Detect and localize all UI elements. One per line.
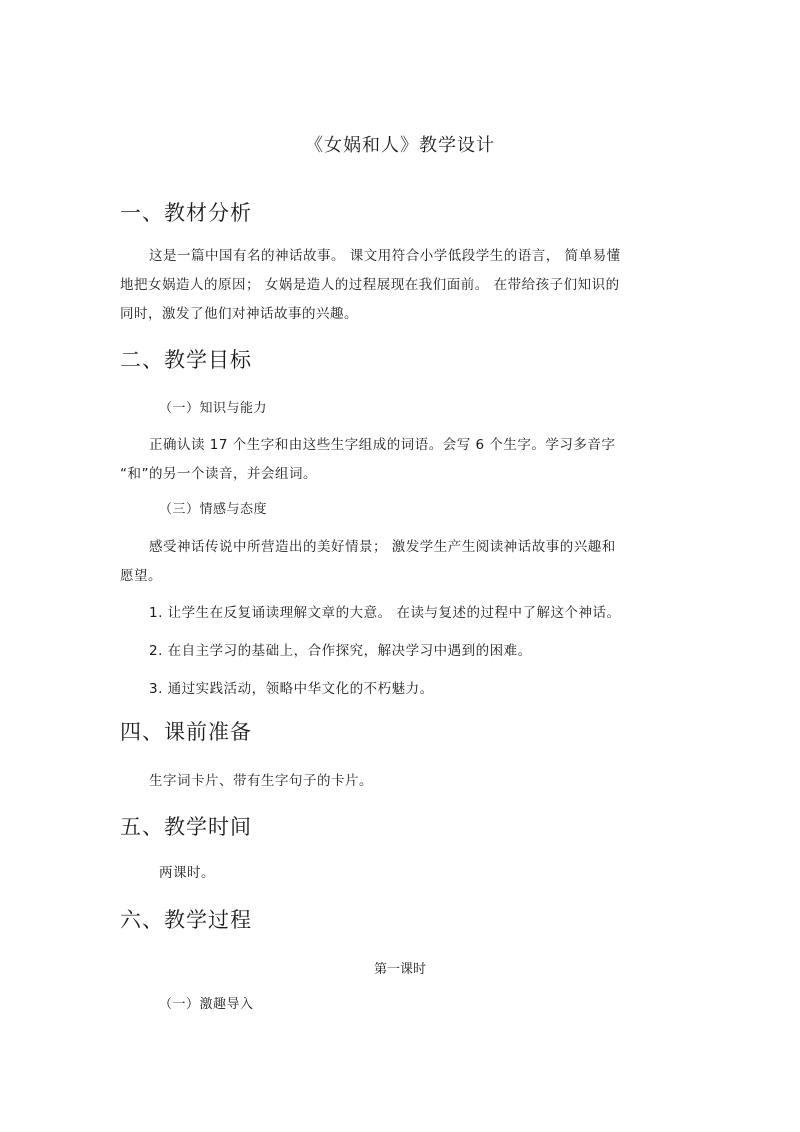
section-heading-analysis: 一、教材分析 — [120, 201, 252, 225]
list-item: 3. 通过实践活动，领略中华文化的不朽魅力。 — [149, 681, 434, 697]
paragraph-line: 生字词卡片、带有生字句子的卡片。 — [149, 773, 373, 789]
subheading-emotion: （三）情感与态度 — [159, 502, 268, 517]
list-item: 2. 在自主学习的基础上，合作探究，解决学习中遇到的困难。 — [149, 643, 532, 659]
section-heading-time: 五、教学时间 — [120, 815, 252, 839]
section-heading-process: 六、教学过程 — [120, 908, 252, 932]
paragraph-line: 两课时。 — [159, 865, 215, 881]
document-title: 《女娲和人》教学设计 — [305, 135, 495, 156]
subheading-intro: （一）激趣导入 — [159, 997, 254, 1012]
list-item: 1. 让学生在反复诵读理解文章的大意。 在读与复述的过程中了解这个神话。 — [149, 605, 621, 621]
section-heading-preparation: 四、课前准备 — [120, 720, 252, 744]
paragraph-line: 同时，激发了他们对神话故事的兴趣。 — [120, 306, 358, 322]
section-heading-objectives: 二、教学目标 — [120, 348, 252, 372]
paragraph-line: 正确认读 17 个生字和由这些生字组成的词语。会写 6 个生字。学习多音字 — [149, 437, 616, 453]
paragraph-line: 感受神话传说中所营造出的美好情景； 激发学生产生阅读神话故事的兴趣和 — [149, 539, 616, 555]
paragraph-line: 愿望。 — [120, 568, 162, 584]
subheading-knowledge: （一）知识与能力 — [159, 401, 268, 416]
paragraph-line: 这是一篇中国有名的神话故事。 课文用符合小学低段学生的语言， 简单易懂 — [149, 248, 621, 264]
paragraph-line: 地把女娲造人的原因； 女娲是造人的过程展现在我们面前。 在带给孩子们知识的 — [120, 277, 620, 293]
paragraph-line: “和”的另一个读音，并会组词。 — [120, 466, 317, 482]
lesson-label: 第一课时 — [373, 962, 426, 977]
